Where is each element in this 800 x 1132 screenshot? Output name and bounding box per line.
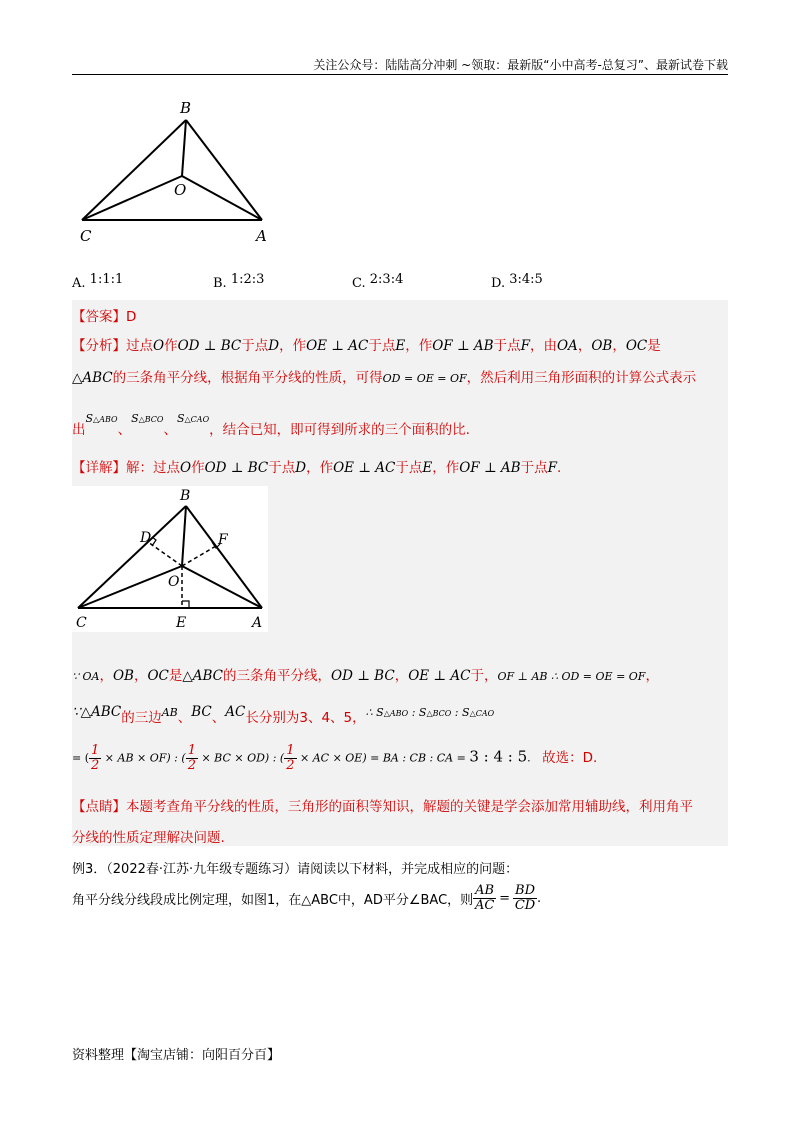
side-cb (82, 120, 186, 220)
math-s: : S (408, 706, 427, 719)
math-f: F (547, 460, 557, 476)
option-d-ratio: 3:4:5 (509, 272, 543, 287)
math-s: S (176, 412, 185, 425)
analysis-line-1 (72, 334, 661, 354)
math-because-triangle: ∵△ABC (72, 704, 122, 720)
math-d: D (268, 338, 280, 354)
detail-text: 于点 (395, 460, 423, 476)
analysis-text: 作 (164, 338, 178, 354)
frac-num: 1 (91, 743, 100, 758)
math-sub: △CAO (184, 415, 210, 424)
math-sub: △CAO (469, 709, 495, 718)
math-s: : S (451, 706, 470, 719)
math-e: E (422, 460, 433, 476)
example-text: . (537, 891, 542, 906)
math-oe-perp-ac: OE ⊥ AC (408, 668, 471, 684)
frac-den: 2 (286, 758, 295, 773)
fraction-half (284, 744, 296, 773)
comment-line-1 (72, 795, 693, 815)
detail-text: 解：过点 (126, 460, 180, 476)
option-b-letter: B. (213, 276, 227, 291)
math-f: F (520, 338, 530, 354)
math-sub: △BCO (138, 415, 164, 424)
segment-oc (82, 176, 182, 220)
math-triangle-abc: △ABC (182, 668, 224, 684)
fraction-bd-cd (513, 884, 537, 913)
triangle-figure-2 (72, 486, 268, 632)
triangle-figure-1 (72, 98, 272, 248)
choose-text: 故选：D. (542, 749, 598, 766)
option-d-letter: D. (491, 276, 506, 291)
fraction-ab-ac (473, 884, 496, 913)
segment-ob (182, 120, 186, 176)
analysis-text: 、 (163, 422, 177, 438)
solution-line-2 (72, 700, 495, 726)
option-c (352, 272, 404, 291)
detail-text: ，作 (306, 460, 334, 476)
option-a-letter: A. (72, 276, 86, 291)
frac-num: AB (475, 883, 495, 898)
option-b-ratio: 1:2:3 (230, 272, 265, 287)
analysis-tag: 【分析】 (72, 338, 126, 354)
analysis-line-3 (72, 412, 470, 438)
detail-line (72, 456, 561, 476)
math-sub: △BCO (426, 709, 452, 718)
math-sub: △ABO (93, 415, 118, 424)
math-s: S (131, 412, 139, 425)
solution-text: 是 (168, 668, 183, 684)
label-b: B (180, 488, 191, 504)
analysis-text: ，作 (405, 338, 433, 354)
math-triangle-abc: △ABC (72, 370, 113, 386)
fraction-half (186, 744, 198, 773)
analysis-text: 是 (647, 338, 661, 354)
option-c-ratio: 2:3:4 (369, 272, 404, 287)
detail-text: 作 (191, 460, 205, 476)
label-c: C (76, 615, 87, 631)
area-cao (177, 412, 209, 425)
analysis-text: ，结合已知，即可得到所求的三个面积的比. (209, 422, 470, 438)
math-text: × BC × OD) : ( (197, 751, 285, 765)
math-od-perp-bc: OD ⊥ BC (204, 460, 269, 476)
solution-text: 于， (470, 668, 498, 684)
analysis-text: 、 (117, 422, 132, 438)
math-od-oe-of: OD = OE = OF (382, 372, 467, 385)
math-ac: AC (225, 704, 246, 720)
page-footer: 资料整理【淘宝店铺：向阳百分百】 (72, 1048, 281, 1063)
math-text: × AB × OF) : ( (101, 751, 186, 765)
label-b: B (180, 99, 192, 117)
math-of-perp-ab: OF ⊥ AB (459, 460, 521, 476)
comment-text: 本题考查角平分线的性质，三角形的面积等知识，解题的关键是学会添加常用辅助线，利用角平 (126, 799, 693, 815)
math-of-perp-ab: OF ⊥ AB ∴ OD = OE = OF (497, 670, 646, 683)
answer-line (72, 305, 136, 325)
frac-den: 2 (91, 758, 100, 773)
header-divider (72, 74, 728, 75)
detail-text: 于点 (268, 460, 296, 476)
solution-text: ， (99, 668, 113, 684)
math-text: = (499, 891, 511, 906)
frac-den: CD (514, 898, 536, 913)
segment-oa (182, 176, 262, 220)
analysis-line-2 (72, 366, 696, 386)
option-b (213, 272, 265, 291)
option-d (491, 272, 543, 291)
page-header: 关注公众号：陆陆高分冲刺 ~领取：最新版“小中高考-总复习”、最新试卷下载 (313, 58, 728, 72)
frac-num: 1 (286, 743, 295, 758)
comment-line-2 (72, 826, 225, 846)
answer-tag: 【答案】 (72, 309, 126, 325)
math-oe-perp-ac: OE ⊥ AC (306, 338, 369, 354)
math-of-perp-ab: OF ⊥ AB (432, 338, 494, 354)
math-bc: BC (191, 704, 212, 720)
label-o: O (168, 574, 180, 590)
label-c: C (80, 227, 92, 245)
math-oe-perp-ac: OE ⊥ AC (333, 460, 396, 476)
analysis-text: ， (577, 338, 592, 354)
example-text: 角平分线分线段成比例定理，如图1，在△ABC中，AD平分∠BAC，则 (72, 893, 474, 908)
label-f: F (218, 532, 228, 548)
analysis-text: 过点 (126, 338, 153, 354)
analysis-text: ， (612, 338, 626, 354)
analysis-text: 于点 (368, 338, 396, 354)
side-ba (186, 120, 262, 220)
area-abo (86, 412, 118, 425)
math-e: E (395, 338, 406, 354)
detail-text: 于点 (520, 460, 548, 476)
math-text: × AC × OE) (296, 751, 367, 765)
solution-text: ， (645, 668, 659, 684)
math-text: . (527, 751, 531, 765)
area-bco (131, 412, 163, 425)
frac-num: BD (515, 883, 535, 898)
solution-line-3 (72, 744, 597, 773)
math-s: S (85, 412, 94, 425)
math-oa: ∵ OA (72, 670, 100, 683)
math-oc: OC (147, 668, 169, 684)
label-o: O (174, 181, 187, 199)
frac-num: 1 (187, 743, 196, 758)
analysis-text: ，然后利用三角形面积的计算公式表示 (466, 370, 697, 386)
solution-text: 、 (211, 710, 226, 726)
comment-tag: 【点睛】 (72, 799, 126, 815)
detail-text: . (556, 460, 562, 476)
solution-line-1 (72, 664, 659, 684)
frac-den: 2 (187, 758, 196, 773)
math-sub: △ABO (383, 709, 409, 718)
math-d: D (295, 460, 307, 476)
analysis-text: 出 (72, 422, 86, 438)
math-text: = BA : CB : CA = (366, 751, 470, 765)
analysis-text: ，由 (529, 338, 557, 354)
option-a (72, 272, 124, 291)
math-ob: OB (112, 668, 134, 684)
math-ab: AB (161, 706, 178, 719)
solution-text: 的三边 (121, 710, 162, 726)
comment-text: 分线的性质定理解决问题. (72, 830, 225, 846)
option-c-letter: C. (352, 276, 366, 291)
analysis-text: 的三条角平分线，根据角平分线的性质，可得 (112, 370, 383, 386)
math-o: O (180, 460, 192, 476)
math-oa: OA (556, 338, 578, 354)
label-e: E (176, 615, 187, 631)
math-o: O (153, 338, 165, 354)
label-a: A (256, 227, 267, 245)
label-d: D (140, 530, 152, 546)
solution-text: ， (133, 668, 148, 684)
answer-value: D (126, 309, 137, 325)
fraction-half (89, 744, 101, 773)
solution-text: ， (394, 668, 409, 684)
example-statement (72, 884, 541, 913)
detail-text: ，作 (432, 460, 460, 476)
label-a: A (252, 615, 263, 631)
math-result: 3 : 4 : 5 (469, 747, 528, 766)
solution-text: 长分别为3、4、5， (245, 710, 366, 726)
option-a-ratio: 1:1:1 (89, 272, 124, 287)
analysis-text: 于点 (493, 338, 521, 354)
analysis-text: ，作 (279, 338, 307, 354)
analysis-text: 于点 (241, 338, 269, 354)
math-ob: OB (591, 338, 613, 354)
solution-text: 、 (177, 710, 192, 726)
math-od-perp-bc: OD ⊥ BC (331, 668, 395, 684)
math-s: ∴ S (365, 706, 384, 719)
frac-den: AC (474, 898, 495, 913)
detail-tag: 【详解】 (72, 460, 126, 476)
math-oc: OC (625, 338, 648, 354)
math-od-perp-bc: OD ⊥ BC (177, 338, 242, 354)
solution-text: 的三条角平分线， (223, 668, 332, 684)
area-ratio (366, 706, 495, 719)
math-text: = ( (72, 751, 90, 765)
example-heading: 例3．（2022春·江苏·九年级专题练习）请阅读以下材料，并完成相应的问题： (72, 862, 519, 877)
